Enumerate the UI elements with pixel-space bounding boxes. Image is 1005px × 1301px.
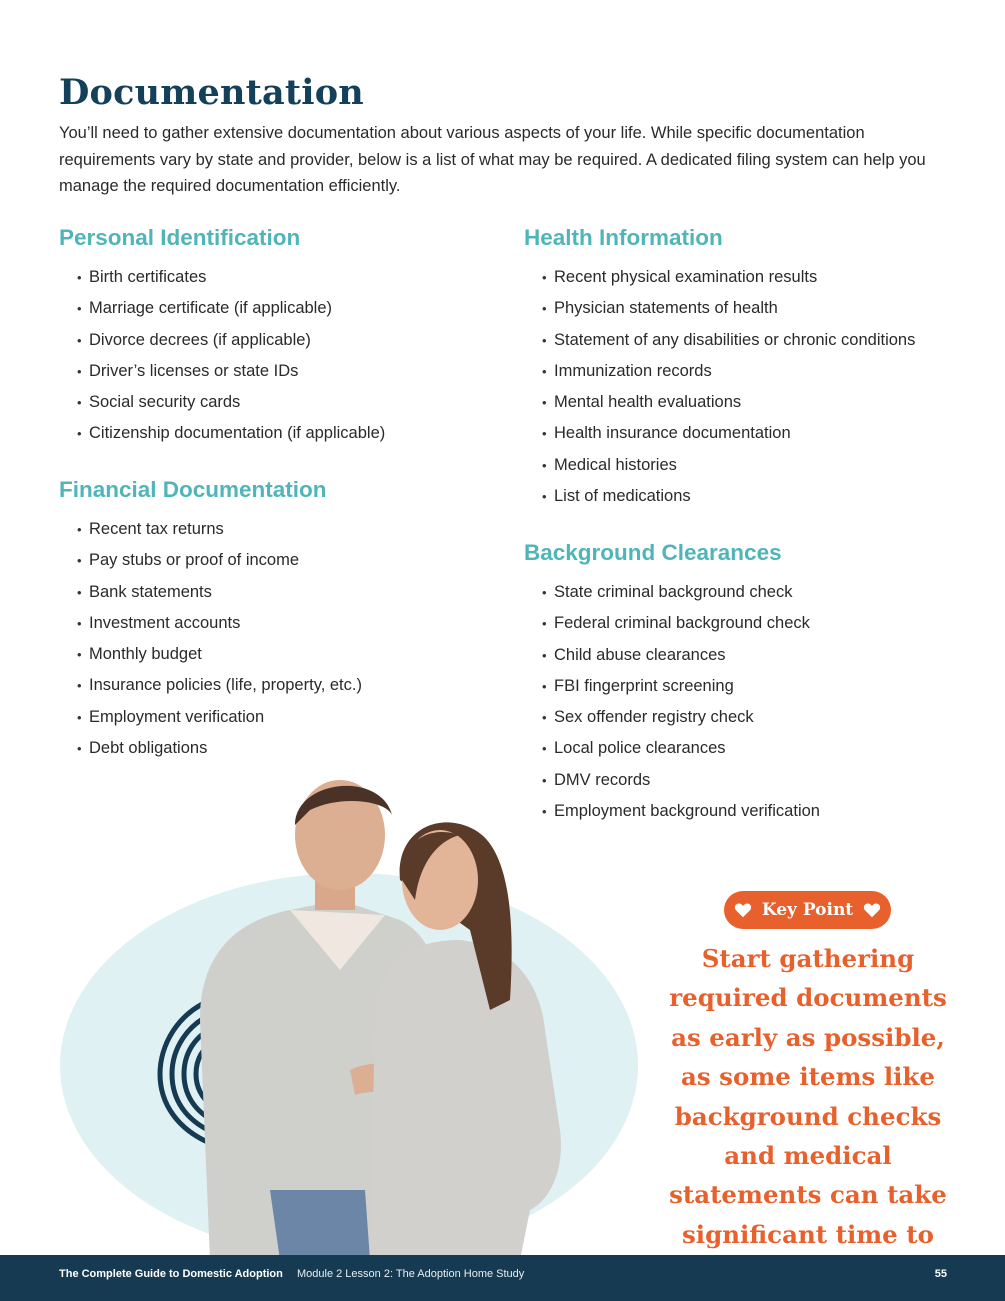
list-item: • State criminal background check <box>542 577 820 608</box>
footer-module-lesson: Module 2 Lesson 2: The Adoption Home Study <box>297 1268 525 1280</box>
list-item: • Federal criminal background check <box>542 608 820 639</box>
section-heading: Personal Identification <box>59 225 301 250</box>
list-item: • Social security cards <box>77 387 385 418</box>
list-item: • Insurance policies (life, property, etc.) <box>77 670 362 701</box>
list-item: • List of medications <box>542 481 915 512</box>
list-item: • Recent tax returns <box>77 514 362 545</box>
section-personal-identification <box>59 224 385 450</box>
page-footer <box>0 1255 1005 1301</box>
list-item: • Physician statements of health <box>542 293 915 324</box>
section-heading: Financial Documentation <box>59 477 327 502</box>
bullet-list <box>59 262 385 450</box>
list-item: • Monthly budget <box>77 639 362 670</box>
list-item: • Driver’s licenses or state IDs <box>77 356 385 387</box>
list-item: • Sex offender registry check <box>542 702 820 733</box>
section-health-information <box>524 224 915 512</box>
list-item: • Employment verification <box>77 702 362 733</box>
page-title: Documentation <box>59 72 364 113</box>
list-item: • DMV records <box>542 765 820 796</box>
list-item: • Divorce decrees (if applicable) <box>77 325 385 356</box>
key-point-badge <box>724 891 891 929</box>
list-item: • Mental health evaluations <box>542 387 915 418</box>
list-item: • Child abuse clearances <box>542 640 820 671</box>
list-item: • Recent physical examination results <box>542 262 915 293</box>
heart-icon <box>863 902 881 918</box>
section-financial-documentation <box>59 476 362 764</box>
woman-figure <box>370 822 561 1255</box>
bullet-list <box>59 514 362 764</box>
page-number: 55 <box>934 1268 947 1280</box>
bullet-list <box>524 262 915 512</box>
list-item: • Statement of any disabilities or chronic conditions <box>542 325 915 356</box>
section-heading: Background Clearances <box>524 540 782 565</box>
list-item: • Citizenship documentation (if applicable) <box>77 418 385 449</box>
list-item: • Bank statements <box>77 577 362 608</box>
list-item: • Employment background verification <box>542 796 820 827</box>
heart-icon <box>734 902 752 918</box>
photo-area <box>60 770 650 1255</box>
list-item: • Health insurance documentation <box>542 418 915 449</box>
list-item: • Investment accounts <box>77 608 362 639</box>
list-item: • Medical histories <box>542 450 915 481</box>
footer-guide-title: The Complete Guide to Domestic Adoption <box>59 1268 283 1280</box>
couple-photo <box>170 770 610 1255</box>
key-point-text: Start gathering required documents as early as possible, as some items like background checks and medical statements can take significant time to <box>669 944 947 1249</box>
intro-paragraph: You’ll need to gather extensive documentation about various aspects of your life. While specific documentation requirements vary by state and provider, below is a list of what may be required. A dedicated filing system can help you manage the required documentation efficiently. <box>59 124 926 195</box>
list-item: • Local police clearances <box>542 733 820 764</box>
list-item: • Marriage certificate (if applicable) <box>77 293 385 324</box>
section-heading: Health Information <box>524 225 723 250</box>
list-item: • FBI fingerprint screening <box>542 671 820 702</box>
key-point-label: Key Point <box>761 900 854 920</box>
list-item: • Pay stubs or proof of income <box>77 545 362 576</box>
list-item: • Immunization records <box>542 356 915 387</box>
list-item: • Debt obligations <box>77 733 362 764</box>
list-item: • Birth certificates <box>77 262 385 293</box>
